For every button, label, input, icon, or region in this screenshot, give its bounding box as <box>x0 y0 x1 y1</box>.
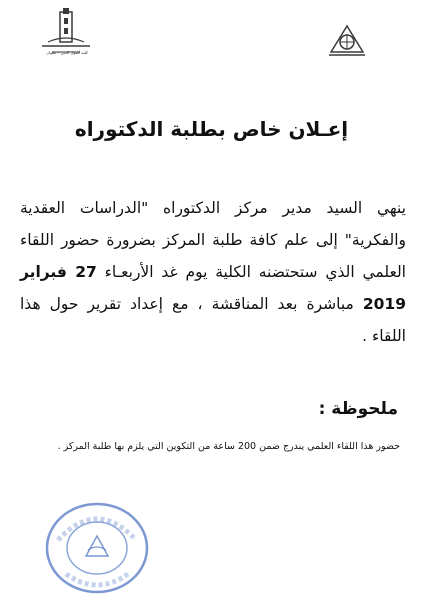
note-heading: ملحوظة : <box>318 399 398 419</box>
faculty-logo-icon <box>34 8 98 66</box>
university-logo-icon <box>327 22 367 58</box>
note-text: حضور هذا اللقاء العلمي يندرج ضمن 200 ساعة من التكوين التي يلزم بها طلبة المركز . <box>57 441 400 452</box>
official-stamp-icon <box>42 500 152 596</box>
event-date: 27 فبراير 2019 <box>20 263 406 313</box>
faculty-logo-caption: كلية أصول الدين - تطوان <box>46 50 88 55</box>
announcement-body <box>20 192 406 352</box>
body-text-part1: ينهي السيد مدير مركز الدكتوراه "الدراسات العقدية والفكرية" إلى علم كافة طلبة المركز بضرورة حضور اللقاء العلمي الذي ستحتضنه الكلية يوم غد الأربعـاء <box>20 199 406 281</box>
body-text-part2: مباشرة بعد المناقشة ، مع إعداد تقرير حول هذا اللقاء . <box>20 295 406 345</box>
announcement-title: إعـلان خاص بطلبة الدكتوراه <box>74 117 349 141</box>
